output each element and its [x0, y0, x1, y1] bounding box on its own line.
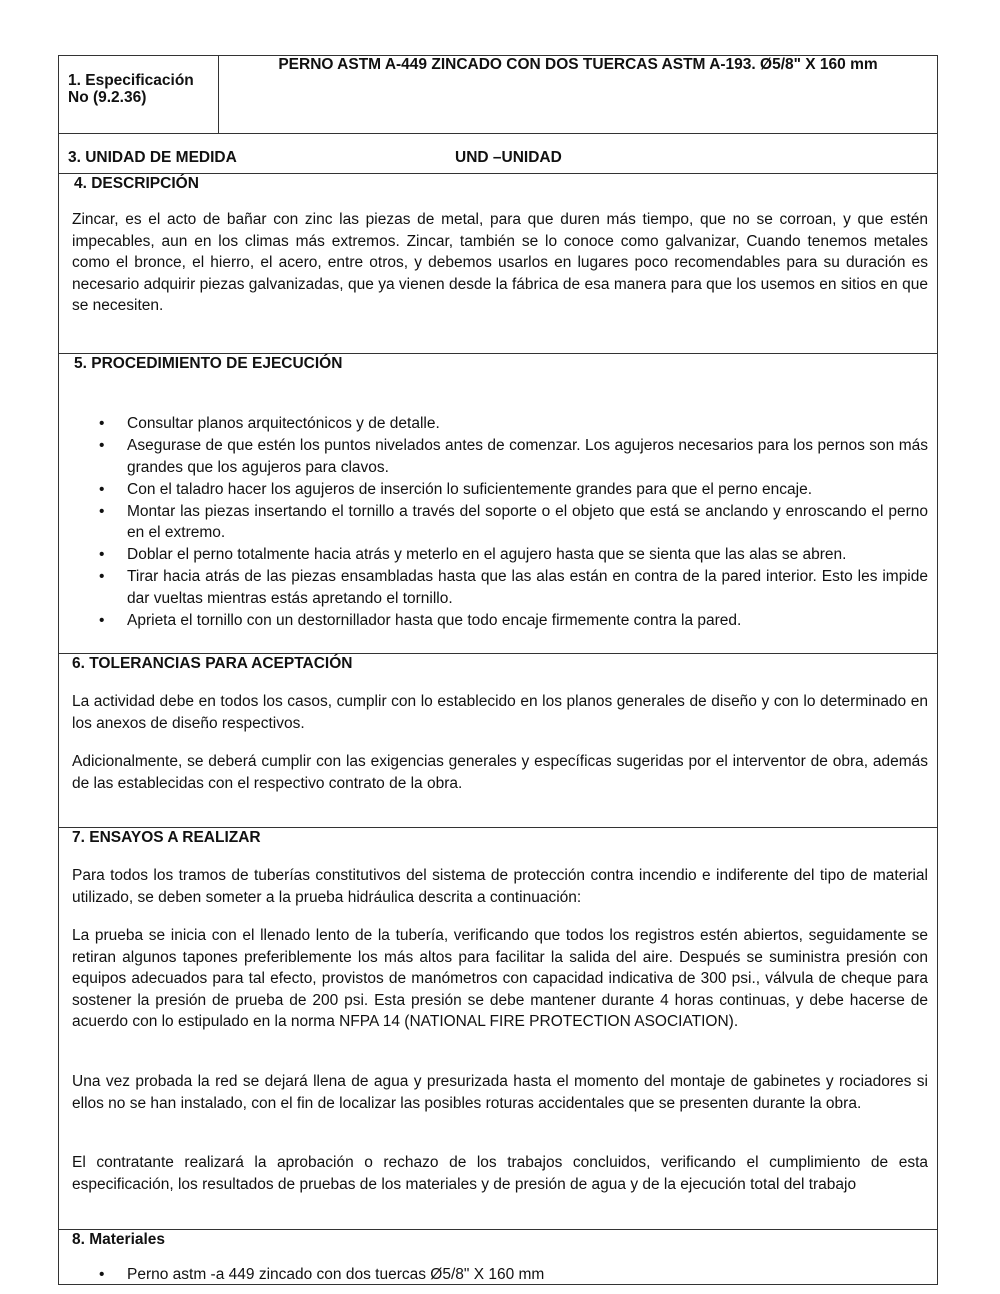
procedure-step: • Aprieta el tornillo con un destornillador hasta que todo encaje firmemente contra la pared. [72, 610, 928, 632]
procedure-step: • Tirar hacia atrás de las piezas ensambladas hasta que las alas están en contra de la pared interior. Esto les impide dar vueltas mientras estás apretando el tornillo. [72, 566, 928, 609]
spec-number-label: 1. Especificación No (9.2.36) [68, 72, 194, 106]
tests-paragraph-2: La prueba se inicia con el llenado lento de la tubería, verificando que todos los registros estén abiertos, seguidamente se retiran algunos tapones preferiblemente los más altos para facilitar la salida del aire. Después se suministra presión con equipos adecuados para tal efecto, provistos de manómetros con capacidad indicativa de 300 psi., válvula de cheque para sostener la presión de prueba de 200 psi. Esta presión se debe mantener durante 4 horas continuas, y debe hacerse de acuerdo con lo estipulado en la norma NFPA 14 (NATIONAL FIRE PROTECTION ASOCIATION). [72, 927, 928, 1030]
row-divider [59, 653, 937, 654]
procedure-list [72, 413, 928, 632]
description-heading: 4. DESCRIPCIÓN [74, 175, 199, 192]
procedure-step: • Asegurase de que estén los puntos nivelados antes de comenzar. Los agujeros necesarios para los pernos son más grandes que los agujeros para clavos. [72, 435, 928, 478]
tests-paragraph-3: Una vez probada la red se dejará llena de agua y presurizada hasta el momento del montaje de gabinetes y rociadores si ellos no se han instalado, con el fin de localizar las posibles roturas accidentales que se presenten durante la obra. [72, 1073, 928, 1112]
tests-paragraph-1: Para todos los tramos de tuberías constitutivos del sistema de protección contra incendio e indiferente del tipo de material utilizado, se deben someter a la prueba hidráulica descrita a continuación: [72, 867, 928, 906]
procedure-heading: 5. PROCEDIMIENTO DE EJECUCIÓN [74, 355, 343, 372]
procedure-step: • Consultar planos arquitectónicos y de detalle. [72, 413, 928, 435]
row-divider [59, 827, 937, 828]
tolerances-paragraph-2: Adicionalmente, se deberá cumplir con las exigencias generales y específicas sugeridas por el interventor de obra, además de las establecidas con el respectivo contrato de la obra. [72, 753, 928, 792]
row-divider [59, 173, 937, 174]
procedure-step: • Montar las piezas insertando el tornillo a través del soporte o el objeto que está se anclando y enroscando el perno en el extremo. [72, 501, 928, 544]
tests-heading: 7. ENSAYOS A REALIZAR [72, 829, 261, 846]
tests-paragraph-4: El contratante realizará la aprobación o rechazo de los trabajos concluidos, verificando el cumplimiento de esta especificación, los resultados de pruebas de los materiales y de presión de agua y de la ejecución total del trabajo [72, 1154, 928, 1193]
row-divider [59, 353, 937, 354]
tolerances-heading: 6. TOLERANCIAS PARA ACEPTACIÓN [72, 655, 353, 672]
material-item: • Perno astm -a 449 zincado con dos tuercas Ø5/8" X 160 mm [72, 1264, 928, 1286]
procedure-step: • Doblar el perno totalmente hacia atrás y meterlo en el agujero hasta que se sienta que las alas se abren. [72, 544, 928, 566]
procedure-step: • Con el taladro hacer los agujeros de inserción lo suficientemente grandes para que el perno encaje. [72, 479, 928, 501]
description-text: Zincar, es el acto de bañar con zinc las piezas de metal, para que duren más tiempo, que no se corroan, y que estén impecables, aun en los climas más extremos. Zincar, también se lo conoce como galvanizar, Cuando tenemos metales como el bronce, el hierro, el acero, entre otros, y debemos usarlos en lugares poco recomendables para su duración es necesario adquirir piezas galvanizadas, que ya vienen desde la fábrica de esa manera para que los usemos en sitios en que se necesiten. [72, 211, 928, 314]
row-divider [59, 1229, 937, 1230]
unit-value: UND –UNIDAD [455, 149, 562, 166]
row-divider [59, 133, 937, 134]
tolerances-paragraph-1: La actividad debe en todos los casos, cumplir con lo establecido en los planos generales de diseño y con lo determinado en los anexos de diseño respectivos. [72, 693, 928, 732]
spec-title: PERNO ASTM A-449 ZINCADO CON DOS TUERCAS ASTM A-193. Ø5/8" X 160 mm [278, 56, 878, 73]
specification-table [58, 55, 938, 1285]
unit-label: 3. UNIDAD DE MEDIDA [68, 149, 237, 166]
materials-list [72, 1264, 928, 1286]
materials-heading: 8. Materiales [72, 1231, 166, 1248]
